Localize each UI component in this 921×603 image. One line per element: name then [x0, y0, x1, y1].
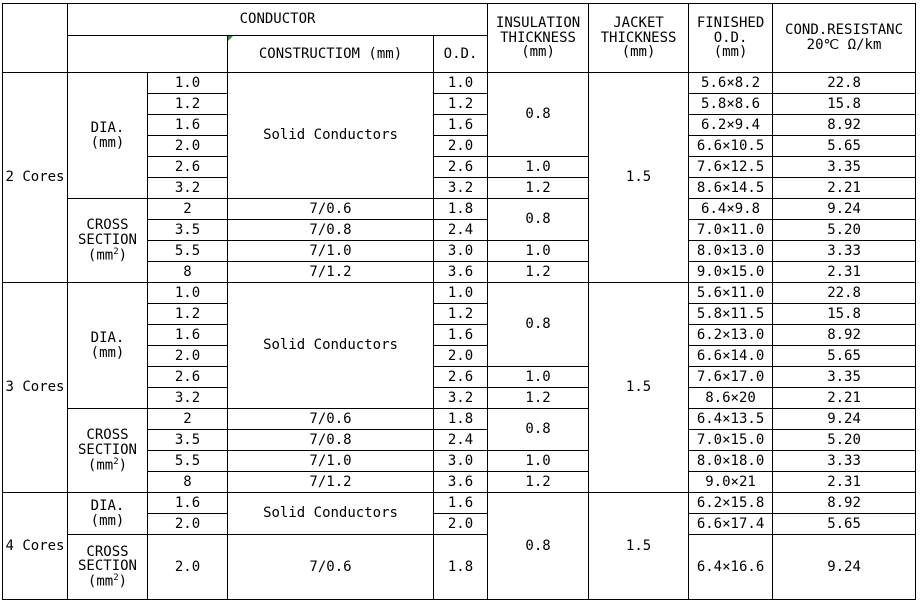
resistance-header-line1: COND.RESISTANC	[785, 22, 904, 39]
od-cell: 1.8	[434, 535, 488, 600]
od-cell: 1.6	[434, 325, 488, 346]
dia-label	[68, 493, 148, 535]
construction-cell: Solid Conductors	[228, 283, 434, 409]
insulation-cell: 0.8	[488, 283, 589, 367]
size-cell: 2.6	[148, 367, 228, 388]
size-cell: 2.6	[148, 157, 228, 178]
finished-od-cell: 6.4×9.8	[689, 199, 773, 220]
construction-cell: 7/0.8	[228, 220, 434, 241]
size-cell: 3.2	[148, 178, 228, 199]
dia-label	[68, 283, 148, 409]
corner-cell	[3, 4, 68, 73]
resistance-cell: 5.20	[773, 430, 916, 451]
finished-header-line1: FINISHED	[696, 14, 765, 31]
resistance-cell: 5.65	[773, 346, 916, 367]
insulation-cell: 1.0	[488, 241, 589, 262]
size-header-blank	[68, 36, 228, 73]
od-cell: 2.6	[434, 367, 488, 388]
od-cell: 2.0	[434, 346, 488, 367]
size-cell: 3.5	[148, 430, 228, 451]
construction-cell: 7/1.0	[228, 451, 434, 472]
resistance-cell: 5.65	[773, 136, 916, 157]
resistance-cell: 3.33	[773, 451, 916, 472]
insulation-cell: 1.2	[488, 472, 589, 493]
dia-label	[68, 73, 148, 199]
table-row	[3, 493, 916, 514]
finished-od-cell: 7.0×11.0	[689, 220, 773, 241]
od-cell: 3.0	[434, 241, 488, 262]
jacket-header-line3: (mm)	[621, 44, 656, 61]
size-cell: 2.0	[148, 136, 228, 157]
size-cell: 1.6	[148, 115, 228, 136]
finished-od-cell: 6.6×17.4	[689, 514, 773, 535]
finished-od-cell: 6.2×15.8	[689, 493, 773, 514]
finished-od-cell: 8.0×13.0	[689, 241, 773, 262]
od-cell: 1.8	[434, 199, 488, 220]
finished-od-cell: 6.6×10.5	[689, 136, 773, 157]
resistance-cell: 9.24	[773, 535, 916, 600]
resistance-header	[773, 4, 916, 73]
size-cell: 8	[148, 472, 228, 493]
od-cell: 1.0	[434, 283, 488, 304]
finished-od-cell: 7.6×12.5	[689, 157, 773, 178]
od-cell: 3.2	[434, 178, 488, 199]
finished-header-line3: (mm)	[713, 44, 748, 61]
construction-cell: 7/1.0	[228, 241, 434, 262]
section-text: SECTION	[77, 441, 137, 458]
resistance-cell: 22.8	[773, 283, 916, 304]
construction-cell: Solid Conductors	[228, 493, 434, 535]
finished-od-cell: 7.6×17.0	[689, 367, 773, 388]
od-cell: 2.0	[434, 514, 488, 535]
od-cell: 3.0	[434, 451, 488, 472]
insulation-header-line3: (mm)	[521, 44, 555, 61]
finished-od-cell: 6.2×13.0	[689, 325, 773, 346]
section-text: SECTION	[77, 231, 137, 248]
size-cell: 5.5	[148, 451, 228, 472]
resistance-cell: 8.92	[773, 493, 916, 514]
jacket-cell: 1.5	[589, 493, 689, 600]
cable-spec-table	[2, 3, 916, 600]
cross-section-unit: $(mm^2)$	[87, 456, 128, 474]
jacket-header	[589, 4, 689, 73]
construction-cell: Solid Conductors	[228, 73, 434, 199]
resistance-cell: 9.24	[773, 409, 916, 430]
od-cell: 2.4	[434, 430, 488, 451]
resistance-cell: 3.35	[773, 157, 916, 178]
cross-section-unit: $(mm^2)$	[87, 246, 128, 264]
resistance-cell: 8.92	[773, 115, 916, 136]
resistance-cell: 15.8	[773, 94, 916, 115]
resistance-cell: 9.24	[773, 199, 916, 220]
jacket-header-line1: JACKET	[613, 14, 664, 31]
resistance-cell: 22.8	[773, 73, 916, 94]
resistance-cell: 2.21	[773, 178, 916, 199]
finished-od-cell: 7.0×15.0	[689, 430, 773, 451]
finished-od-cell: 6.4×13.5	[689, 409, 773, 430]
od-cell: 2.0	[434, 136, 488, 157]
resistance-cell: 5.20	[773, 220, 916, 241]
table-row	[3, 283, 916, 304]
dia-label-text: DIA.	[90, 329, 125, 346]
od-cell: 1.2	[434, 94, 488, 115]
finished-od-cell: 5.6×11.0	[689, 283, 773, 304]
size-cell: 5.5	[148, 241, 228, 262]
dia-label-text: DIA.	[90, 497, 125, 514]
dia-unit-text: (mm)	[90, 344, 125, 361]
insulation-cell: 0.8	[488, 493, 589, 600]
od-cell: 3.6	[434, 472, 488, 493]
finished-od-header	[689, 4, 773, 73]
section-text: SECTION	[77, 558, 137, 575]
cross-text: CROSS	[86, 427, 129, 444]
size-cell: 1.6	[148, 325, 228, 346]
construction-cell: 7/0.6	[228, 409, 434, 430]
finished-header-line2: O.D.	[713, 29, 748, 46]
insulation-header-line2: THICKNESS	[500, 29, 576, 46]
cores-label: 3 Cores	[3, 283, 68, 493]
cross-section-label	[68, 409, 148, 493]
od-cell: 2.4	[434, 220, 488, 241]
size-cell: 2	[148, 199, 228, 220]
dia-unit-text: (mm)	[90, 134, 125, 151]
cross-text: CROSS	[86, 217, 129, 234]
jacket-cell: 1.5	[589, 283, 689, 493]
construction-cell: 7/0.8	[228, 430, 434, 451]
table-row	[3, 535, 916, 600]
finished-od-cell: 6.2×9.4	[689, 115, 773, 136]
resistance-cell: 8.92	[773, 325, 916, 346]
insulation-cell: 0.8	[488, 73, 589, 157]
insulation-header-line1: INSULATION	[495, 14, 581, 31]
insulation-cell: 1.0	[488, 451, 589, 472]
jacket-cell: 1.5	[589, 73, 689, 283]
size-cell: 8	[148, 262, 228, 283]
insulation-cell: 1.2	[488, 388, 589, 409]
construction-header: CONSTRUCTIOM (mm)	[228, 36, 434, 73]
finished-od-cell: 9.0×15.0	[689, 262, 773, 283]
insulation-cell: 0.8	[488, 409, 589, 451]
cross-text: CROSS	[86, 543, 129, 560]
insulation-header	[488, 4, 589, 73]
size-cell: 1.0	[148, 283, 228, 304]
table-row	[3, 409, 916, 430]
od-cell: 1.8	[434, 409, 488, 430]
table-row	[3, 199, 916, 220]
finished-od-cell: 6.4×16.6	[689, 535, 773, 600]
header-row-1	[3, 4, 916, 36]
construction-cell: 7/0.6	[228, 199, 434, 220]
resistance-cell: 2.21	[773, 388, 916, 409]
size-cell: 1.6	[148, 493, 228, 514]
resistance-cell: 5.65	[773, 514, 916, 535]
size-cell: 2.0	[148, 346, 228, 367]
od-cell: 2.6	[434, 157, 488, 178]
finished-od-cell: 8.6×20	[689, 388, 773, 409]
cross-section-label	[68, 199, 148, 283]
finished-od-cell: 5.8×11.5	[689, 304, 773, 325]
cores-label: 2 Cores	[3, 73, 68, 283]
od-cell: 1.6	[434, 115, 488, 136]
resistance-cell: 3.35	[773, 367, 916, 388]
insulation-cell: 1.0	[488, 367, 589, 388]
size-cell: 3.2	[148, 388, 228, 409]
od-cell: 1.0	[434, 73, 488, 94]
finished-od-cell: 5.8×8.6	[689, 94, 773, 115]
finished-od-cell: 9.0×21	[689, 472, 773, 493]
insulation-cell: 0.8	[488, 199, 589, 241]
finished-od-cell: 8.0×18.0	[689, 451, 773, 472]
size-cell: 2.0	[148, 535, 228, 600]
od-cell: 1.2	[434, 304, 488, 325]
size-cell: 3.5	[148, 220, 228, 241]
construction-cell: 7/1.2	[228, 262, 434, 283]
finished-od-cell: 5.6×8.2	[689, 73, 773, 94]
od-cell: 3.6	[434, 262, 488, 283]
size-cell: 1.2	[148, 94, 228, 115]
construction-cell: 7/0.6	[228, 535, 434, 600]
jacket-header-line2: THICKNESS	[600, 29, 677, 46]
table-row	[3, 73, 916, 94]
od-cell: 1.6	[434, 493, 488, 514]
resistance-cell: 2.31	[773, 472, 916, 493]
insulation-cell: 1.0	[488, 157, 589, 178]
resistance-cell: 2.31	[773, 262, 916, 283]
size-cell: 1.0	[148, 73, 228, 94]
construction-cell: 7/1.2	[228, 472, 434, 493]
size-cell: 2	[148, 409, 228, 430]
size-cell: 1.2	[148, 304, 228, 325]
od-header: O.D.	[434, 36, 488, 73]
cross-section-label	[68, 535, 148, 600]
conductor-header: CONDUCTOR	[68, 4, 488, 36]
resistance-cell: 15.8	[773, 304, 916, 325]
resistance-cell: 3.33	[773, 241, 916, 262]
resistance-header-line2: 20℃ Ω/km	[806, 37, 882, 53]
od-cell: 3.2	[434, 388, 488, 409]
dia-unit-text: (mm)	[90, 512, 125, 529]
dia-label-text: DIA.	[90, 119, 125, 136]
cross-section-unit: $(mm^2)$	[87, 573, 128, 590]
finished-od-cell: 6.6×14.0	[689, 346, 773, 367]
insulation-cell: 1.2	[488, 262, 589, 283]
cores-label: 4 Cores	[3, 493, 68, 600]
finished-od-cell: 8.6×14.5	[689, 178, 773, 199]
size-cell: 2.0	[148, 514, 228, 535]
insulation-cell: 1.2	[488, 178, 589, 199]
